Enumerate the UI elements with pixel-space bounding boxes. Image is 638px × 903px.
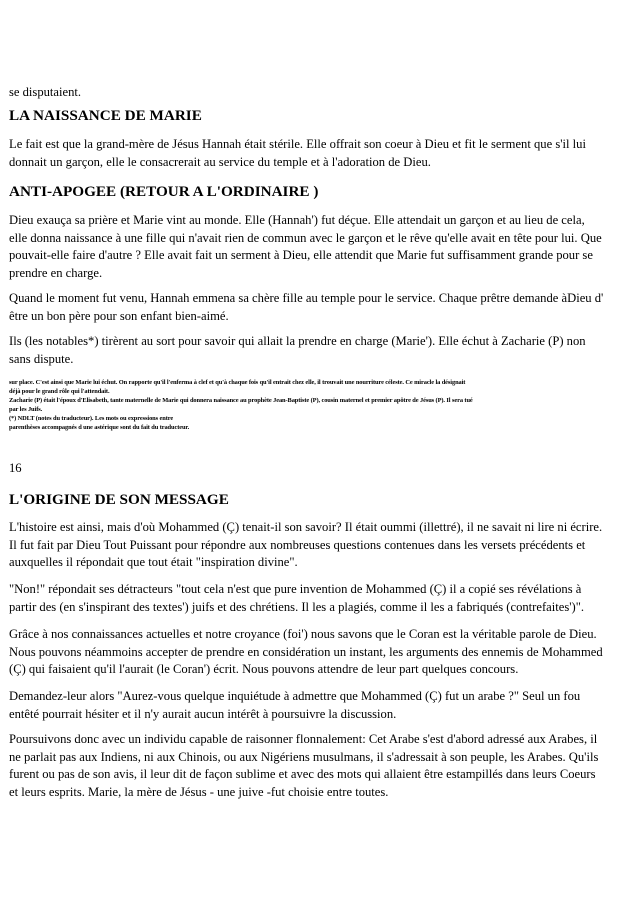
paragraph bbox=[9, 626, 629, 679]
paragraph bbox=[9, 731, 629, 801]
footnote-line: (*) NDLT (notes du traducteur). Les mots ou expressions entre bbox=[9, 415, 174, 422]
text-line: Grâce à nos connaissances actuelles et notre croyance (foi') nous savons que le Coran est la véritable parole de Dieu. bbox=[9, 627, 597, 641]
text-line: Dieu exauça sa prière et Marie vint au monde. Elle (Hannah') fut déçue. Elle attendait un garçon et au lieu de cela, bbox=[9, 213, 585, 227]
section-heading-naissance: LA NAISSANCE DE MARIE bbox=[9, 107, 202, 124]
text-line: Poursuivons donc avec un individu capable de raisonner flonnalement: Cet Arabe s'est d'abord adressé aux Arabes, il bbox=[9, 732, 598, 746]
footnote-line: déjà pour le grand rôle qui l'attendait. bbox=[9, 388, 110, 395]
page-number: 16 bbox=[9, 461, 22, 475]
footnote-line: Zacharie (P) était l'époux d'Elisabeth, tante maternelle de Marie qui donnera naissance au prophète Jean-Baptiste (P), cousin maternel et premier apôtre de Jésus (P). Il sera tué bbox=[9, 397, 473, 404]
text-line: et leurs esprits. Marie, la mère de Jésus - une juive -fut choisie entre toutes. bbox=[9, 784, 389, 799]
text-line: ne parlait pas aux Indiens, ni aux Chinois, ou aux Nigériens musulmans, il s'adressait à son peuple, les Arabes. Qu'ils bbox=[9, 749, 599, 764]
section-heading-origine: L'ORIGINE DE SON MESSAGE bbox=[9, 491, 229, 508]
footnote-line: par les Juifs. bbox=[9, 406, 43, 413]
paragraph bbox=[9, 688, 629, 723]
text-line: Il fut fait par Dieu Tout Puissant pour répondre aux nombreuses questions contenues dans les versets précédents et bbox=[9, 537, 586, 552]
continued-text bbox=[9, 84, 629, 102]
text-line: elle donna naissance à une fille qui n'avait rien de commun avec le garçon et le rêve qu'elle avait en tête pour lui. Que bbox=[9, 230, 602, 245]
text-line: entêté pourrait hésiter et il n'y aurait aucun intérêt à poursuivre la discussion. bbox=[9, 706, 397, 721]
section-heading-anti-apogee: ANTI-APOGEE (RETOUR A L'ORDINAIRE ) bbox=[9, 183, 319, 200]
text-line: Nous pouvons néammoins accepter de prendre en considération un instant, les arguments des ennemis de Mohammed bbox=[9, 644, 603, 659]
text-line: se disputaient. bbox=[9, 85, 82, 99]
text-line: prendre en charge. bbox=[9, 265, 103, 280]
text-line: auxquelles il répondait que tout était "inspiration divine". bbox=[9, 555, 298, 569]
text-line: L'histoire est ainsi, mais d'où Mohammed (Ç) tenait-il son savoir? Il était oummi (illettré), il ne savait ni lire ni écrire. bbox=[9, 520, 603, 534]
footnote-line: parenthèses accompagnés d une astérique sont du fait du traducteur. bbox=[9, 424, 190, 431]
text-line: Quand le moment fut venu, Hannah emmena sa chère fille au temple pour le service. Chaque prêtre demande àDieu d' bbox=[9, 291, 604, 305]
text-line: être un bon père pour son enfant bien-aimé. bbox=[9, 308, 229, 323]
paragraph bbox=[9, 333, 629, 368]
text-line: "Non!" répondait ses détracteurs "tout cela n'est que pure invention de Mohammed (Ç) il a copié ses révélations à bbox=[9, 582, 582, 596]
text-line: sans dispute. bbox=[9, 351, 74, 366]
paragraph bbox=[9, 519, 629, 572]
paragraph bbox=[9, 212, 629, 282]
text-line: donnait un garçon, elle le consacrerait au service du temple et à l'adoration de Dieu. bbox=[9, 154, 431, 169]
text-line: Demandez-leur alors "Aurez-vous quelque inquiétude à admettre que Mohammed (Ç) fut un arabe ?" Seul un fou bbox=[9, 689, 581, 703]
text-line: (Ç) qui faisaient qu'il l'aurait (le Coran') écrit. Nous pouvons attendre de leur part quelques concours. bbox=[9, 662, 519, 676]
paragraph bbox=[9, 290, 629, 325]
footnote-line: sur place. C'est ainsi que Marie lui échut. On rapporte qu'il l'enferma à clef et qu'à chaque fois qu'il entrait chez elle, il trouvait une nourriture céleste. Ce miracle la désignait bbox=[9, 379, 466, 386]
text-line: Le fait est que la grand-mère de Jésus Hannah était stérile. Elle offrait son coeur à Dieu et fit le serment que s'il lui bbox=[9, 137, 586, 151]
footnotes bbox=[9, 378, 629, 432]
text-line: furent ou pas de son avis, il leur dit de façon sublime et avec des mots qui allaient être estampillés dans leurs Coeurs bbox=[9, 767, 596, 781]
text-line: partir des (en s'inspirant des textes') juifs et des chrétiens. Il les a plagiés, comme il les a fabriqués (contrefaites')". bbox=[9, 599, 584, 614]
paragraph bbox=[9, 581, 629, 616]
text-line: pouvait-elle faire d'autre ? Elle avait fait un serment à Dieu, elle attendit que Marie fut suffisamment grande pour se bbox=[9, 248, 593, 262]
text-line: Ils (les notables*) tirèrent au sort pour savoir qui allait la prendre en charge (Marie'). Elle échut à Zacharie (P) non bbox=[9, 334, 586, 348]
paragraph bbox=[9, 136, 629, 171]
